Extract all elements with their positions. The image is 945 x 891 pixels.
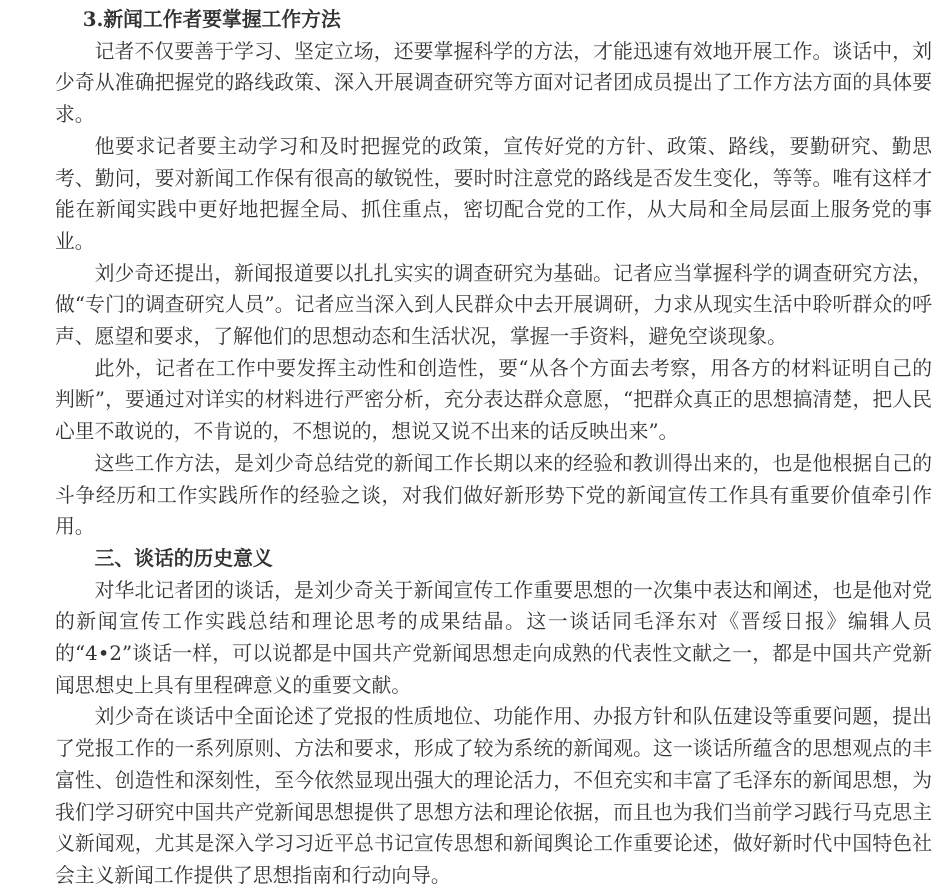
paragraph-methods-intro: 记者不仅要善于学习、坚定立场，还要掌握科学的方法，才能迅速有效地开展工作。谈话中，刘少奇从准确把握党的路线政策、深入开展调查研究等方面对记者团成员提出了工作方法方面的具体要求。 <box>55 39 932 127</box>
section-heading-work-methods: 3.新闻工作者要掌握工作方法 <box>82 7 341 31</box>
paragraph-investigation-research: 刘少奇还提出，新闻报道要以扎扎实实的调查研究为基础。记者应当掌握科学的调查研究方法，做“专门的调查研究人员”。记者应当深入到人民群众中去开展调研，力求从现实生活中聆听群众的呼声、愿望和要求，了解他们的思想动态和生活状况，掌握一手资料，避免空谈现象。 <box>55 261 932 349</box>
section-heading-historical-significance: 三、谈话的历史意义 <box>94 545 273 570</box>
paragraph-talk-significance: 对华北记者团的谈话，是刘少奇关于新闻宣传工作重要思想的一次集中表达和阐述，也是他对党的新闻宣传工作实践总结和理论思考的成果结晶。这一谈话同毛泽东对《晋绥日报》编辑人员的“4•2”谈话一样，可以说都是中国共产党新闻思想走向成熟的代表性文献之一，都是中国共产党新闻思想史上具有里程碑意义的重要文献。 <box>55 578 932 697</box>
paragraph-talk-legacy: 刘少奇在谈话中全面论述了党报的性质地位、功能作用、办报方针和队伍建设等重要问题，提出了党报工作的一系列原则、方法和要求，形成了较为系统的新闻观。这一谈话所蕴含的思想观点的丰富性、创造性和深刻性，至今依然显现出强大的理论活力，不但充实和丰富了毛泽东的新闻思想，为我们学习研究中国共产党新闻思想提供了思想方法和理论依据，而且也为我们当前学习践行马克思主义新闻观，尤其是深入学习习近平总书记宣传思想和新闻舆论工作重要论述，做好新时代中国特色社会主义新闻工作提供了思想指南和行动向导。 <box>55 705 932 887</box>
paragraph-initiative-creativity: 此外，记者在工作中要发挥主动性和创造性，要“从各个方面去考察，用各方的材料证明自己的判断”，要通过对详实的材料进行严密分析，充分表达群众意愿，“把群众真正的思想搞清楚，把人民心里不敢说的，不肯说的，不想说的，想说又说不出来的话反映出来”。 <box>55 356 932 444</box>
paragraph-methods-summary: 这些工作方法，是刘少奇总结党的新闻工作长期以来的经验和教训得出来的，也是他根据自己的斗争经历和工作实践所作的经验之谈，对我们做好新形势下党的新闻宣传工作具有重要价值牵引作用。 <box>55 451 932 539</box>
paragraph-study-policy: 他要求记者要主动学习和及时把握党的政策，宣传好党的方针、政策、路线，要勤研究、勤思考、勤问，要对新闻工作保有很高的敏锐性，要时时注意党的路线是否发生变化，等等。唯有这样才能在新闻实践中更好地把握全局、抓住重点，密切配合党的工作，从大局和全局层面上服务党的事业。 <box>55 134 932 253</box>
